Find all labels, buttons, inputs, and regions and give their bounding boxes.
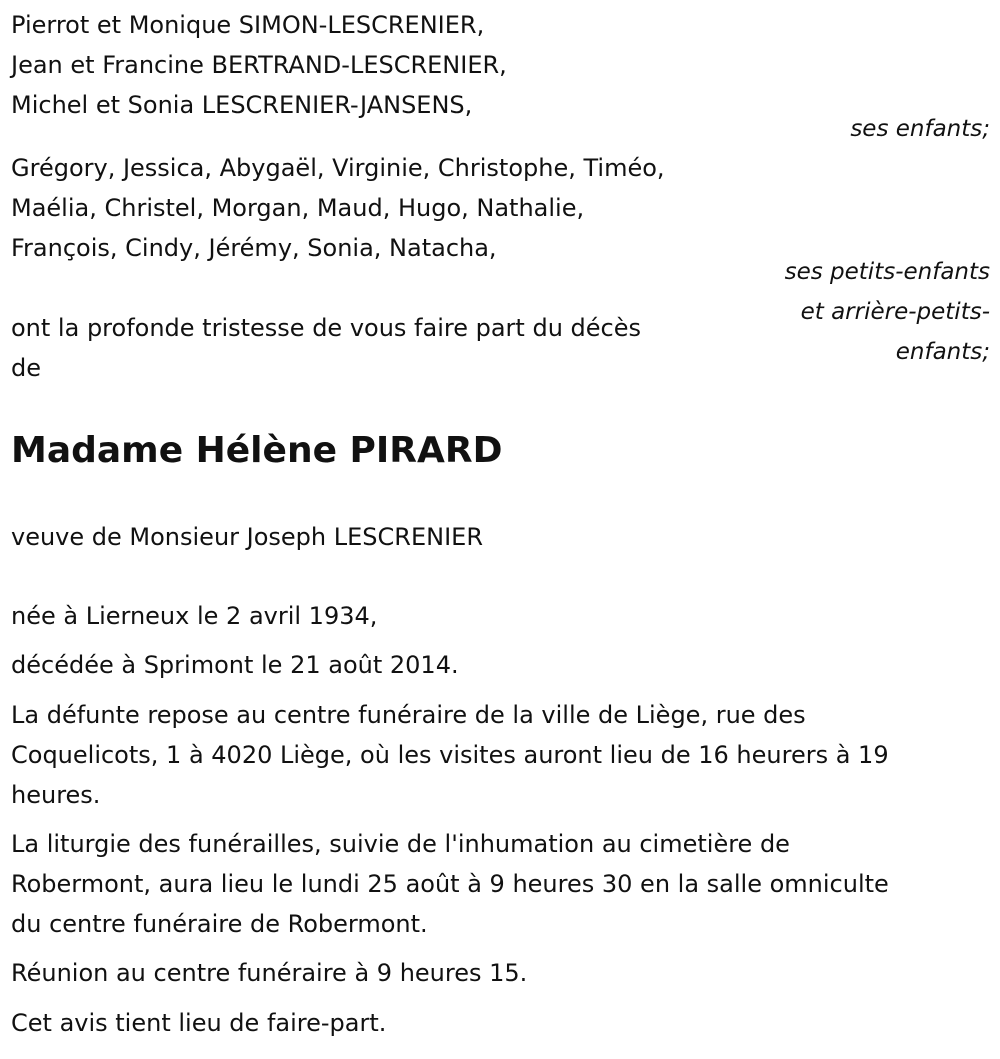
death-line: décédée à Sprimont le 21 août 2014. [11, 651, 459, 679]
grandchildren-label-line: enfants; [895, 339, 990, 365]
grandchildren-label-line: et arrière-petits- [800, 299, 990, 325]
widow-of: veuve de Monsieur Joseph LESCRENIER [11, 523, 483, 551]
deceased-name: Madame Hélène PIRARD [11, 430, 503, 471]
children-line: Jean et Francine BERTRAND-LESCRENIER, [11, 51, 507, 79]
repose-line: La défunte repose au centre funéraire de la ville de Liège, rue des [11, 701, 806, 729]
children-line: Pierrot et Monique SIMON-LESCRENIER, [11, 11, 485, 39]
reunion-line: Réunion au centre funéraire à 9 heures 15. [11, 959, 528, 987]
grandchildren-line: Grégory, Jessica, Abygaël, Virginie, Christophe, Timéo, [11, 154, 665, 182]
repose-line: Coquelicots, 1 à 4020 Liège, où les visites auront lieu de 16 heurers à 19 [11, 741, 889, 769]
liturgy-line: Robermont, aura lieu le lundi 25 août à 9 heures 30 en la salle omniculte [11, 870, 889, 898]
liturgy-line: du centre funéraire de Robermont. [11, 910, 428, 938]
children-label: ses enfants; [850, 116, 990, 142]
children-line: Michel et Sonia LESCRENIER-JANSENS, [11, 91, 473, 119]
repose-line: heures. [11, 781, 101, 809]
closing-line: Cet avis tient lieu de faire-part. [11, 1009, 387, 1037]
birth-line: née à Lierneux le 2 avril 1934, [11, 602, 378, 630]
liturgy-line: La liturgie des funérailles, suivie de l'inhumation au cimetière de [11, 830, 790, 858]
grandchildren-line: François, Cindy, Jérémy, Sonia, Natacha, [11, 234, 497, 262]
announcement-line: ont la profonde tristesse de vous faire part du décès [11, 314, 641, 342]
announcement-line: de [11, 354, 41, 382]
grandchildren-line: Maélia, Christel, Morgan, Maud, Hugo, Nathalie, [11, 194, 585, 222]
grandchildren-label-line: ses petits-enfants [784, 259, 990, 285]
